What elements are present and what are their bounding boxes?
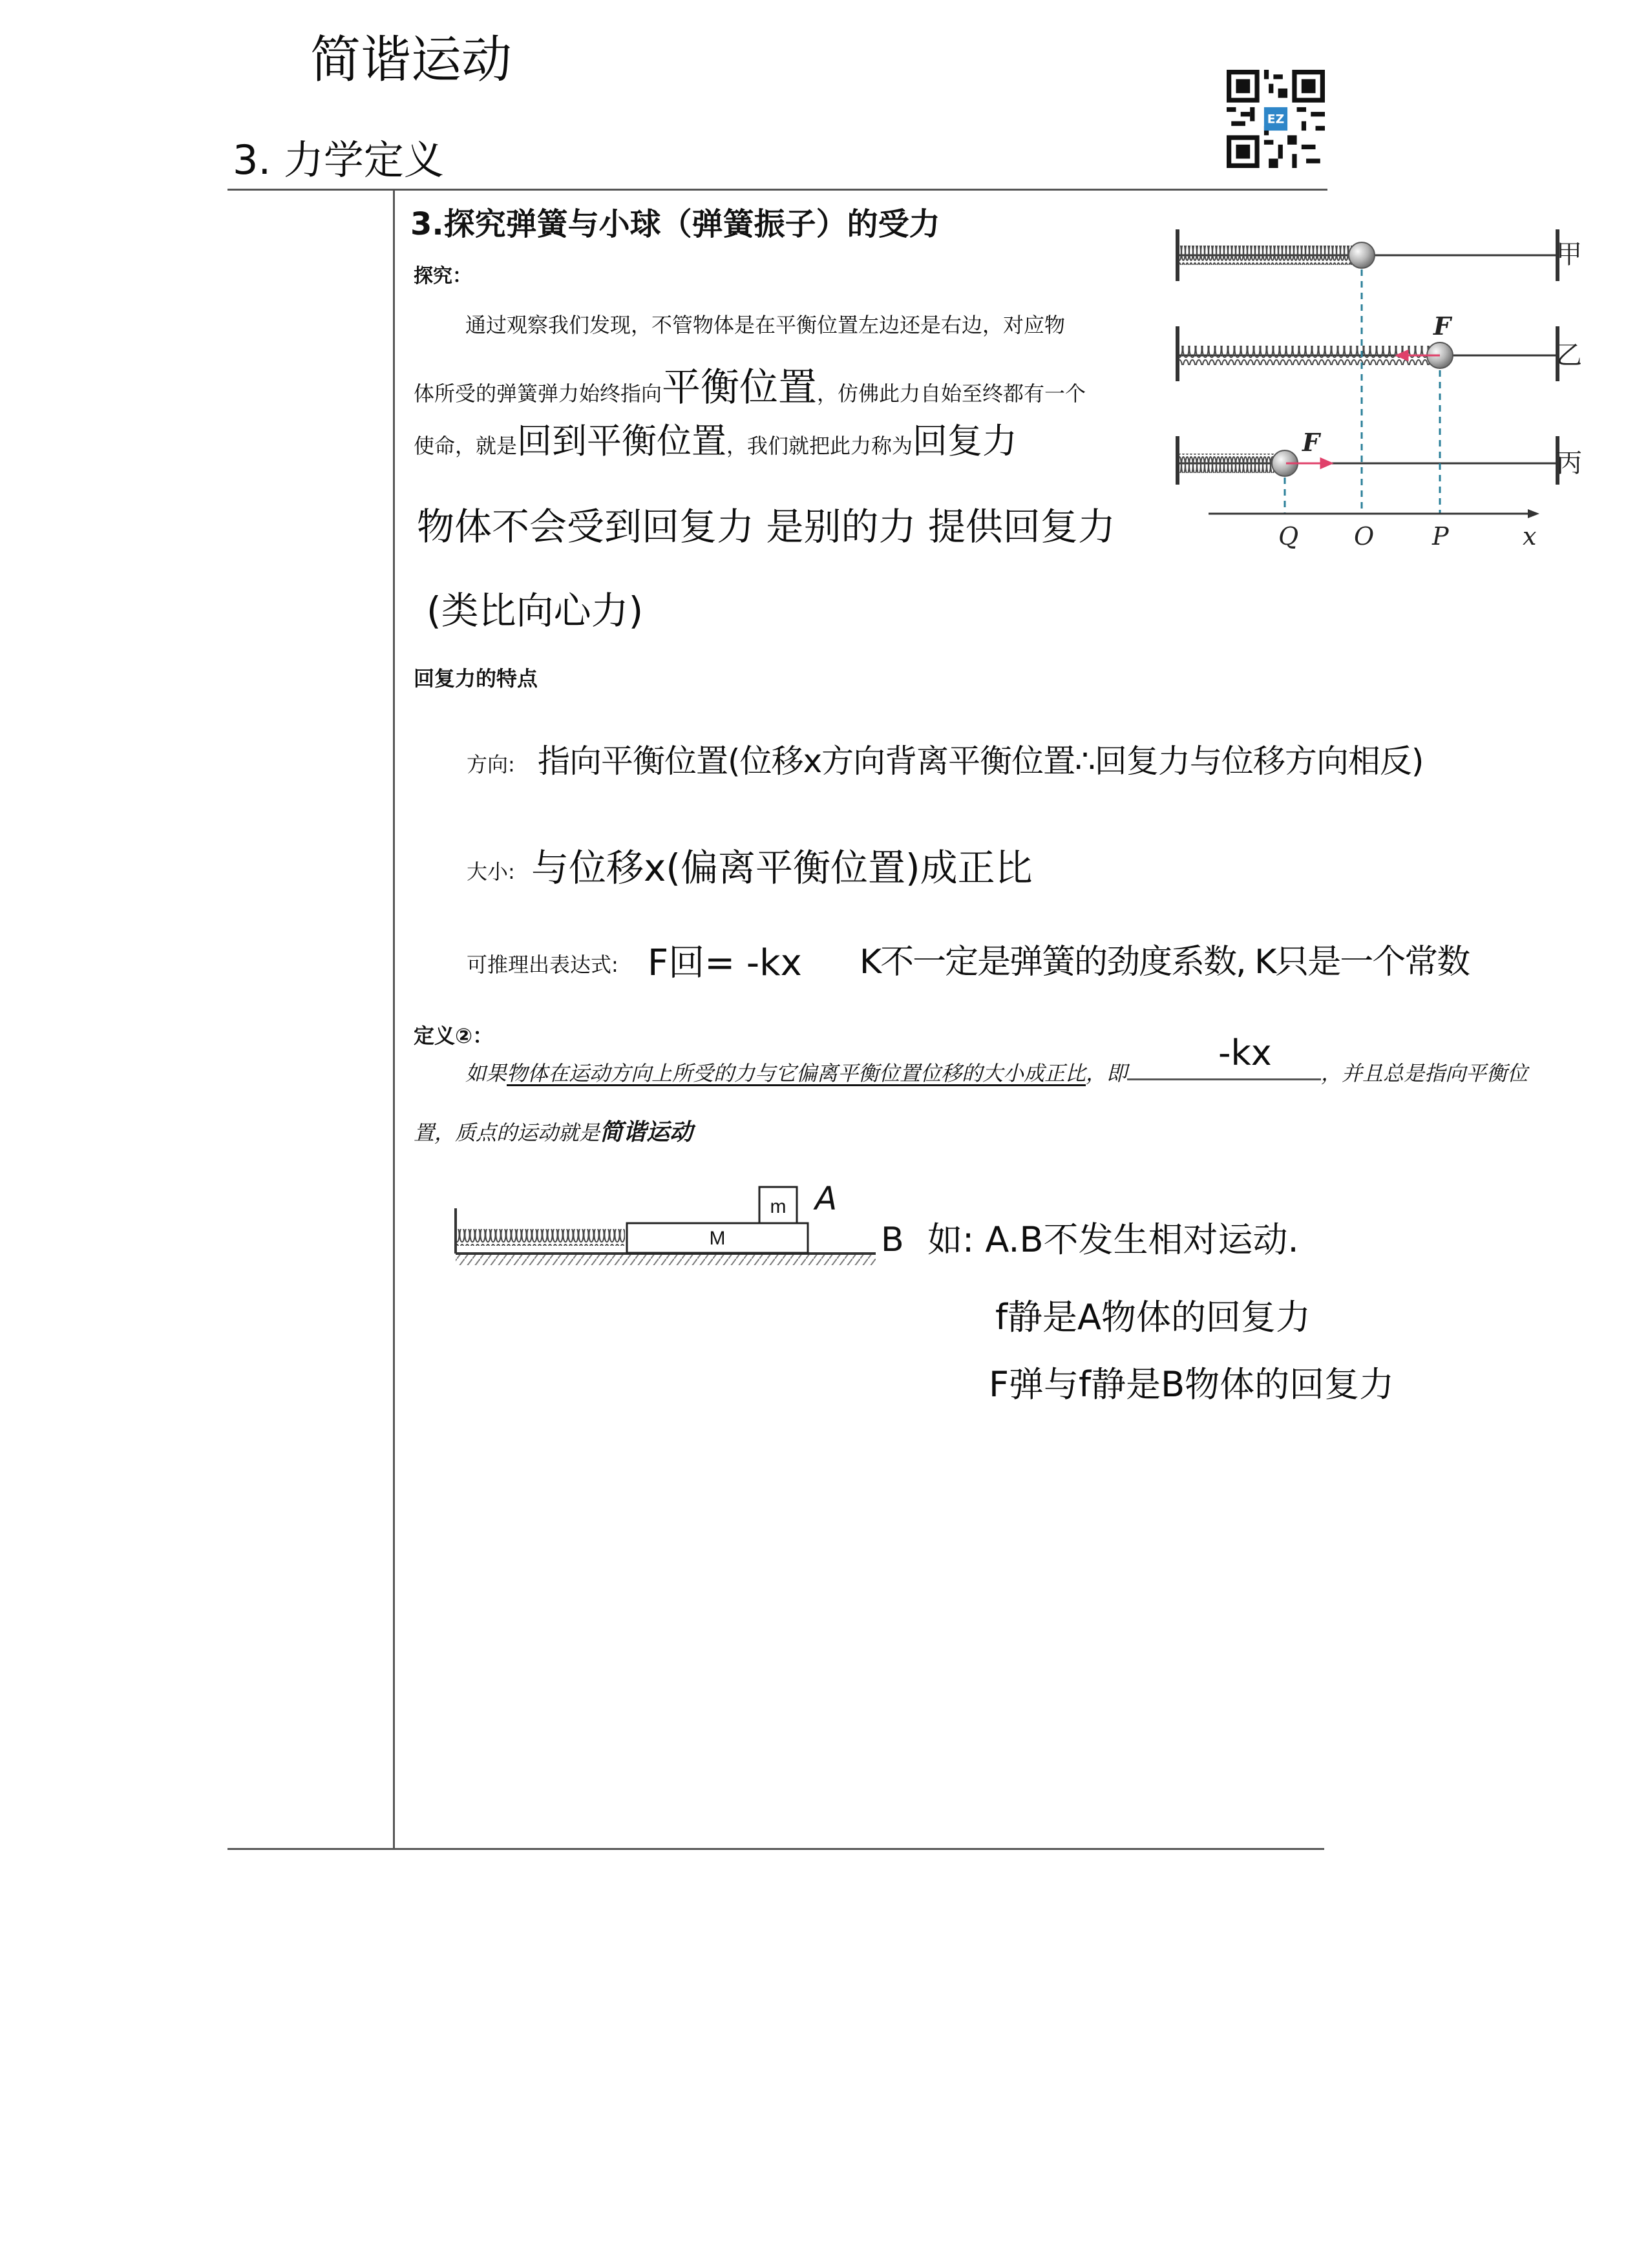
para1-line3-pre: 使命，就是 [414,434,518,458]
axis-point-o: O [1354,522,1375,551]
definition-line2 [414,1114,693,1147]
small-block-label: m [770,1196,787,1217]
para1-line3 [414,414,1017,463]
para1-line3-mid: ，我们就把此力称为 [726,434,913,458]
example-note-3: F弹与f静是B物体的回复力 [989,1364,1395,1405]
axis-point-p: P [1432,522,1449,551]
definition-term: 简谐运动 [600,1119,693,1146]
para1-line2 [414,357,1086,412]
para1-line2-pre: 体所受的弹簧弹力始终指向 [414,381,662,406]
label-a-handwritten: A [815,1180,838,1217]
svg-text:EZ: EZ [1267,112,1285,127]
force-label-bing: F [1302,428,1320,457]
section-heading: 3.探究弹簧与小球（弹簧振子）的受力 [410,206,940,242]
definition-blank-handwritten: -kx [1218,1033,1272,1073]
expression-label: 可推理出表达式: [467,952,618,977]
handwritten-note-2: (类比向心力) [427,589,644,633]
para1-line3-handwritten2: 回复力 [913,421,1018,461]
page-title: 简谐运动 [310,31,512,89]
bottom-rule [227,1848,1324,1850]
force-label-yi: F [1433,311,1451,341]
para1-line2-post: ，仿佛此力自始至终都有一个 [817,381,1086,406]
definition-blank [1127,1077,1321,1080]
row-label-jia: 甲 [1556,240,1582,269]
para1-line2-handwritten: 平衡位置 [662,365,818,410]
expression-handwritten: F回= -kx [648,942,802,984]
axis-label-x: x [1523,522,1537,551]
row-label-yi: 乙 [1556,341,1582,370]
definition-line1-mid: ，即 [1086,1061,1128,1086]
para1-line3-handwritten: 回到平衡位置 [517,421,727,461]
label-b-handwritten: B [881,1221,904,1259]
example-note-2: f静是A物体的回复力 [995,1297,1311,1338]
spring-oscillator-figure [1170,223,1590,552]
spring-bing [1179,454,1282,473]
definition-line1-pre: 如果 [465,1061,507,1086]
magnitude-label: 大小: [467,859,515,884]
direction-label: 方向: [467,752,515,777]
definition-underlined-text: 物体在运动方向上所受的力与它偏离平衡位置位移的大小成正比 [507,1061,1086,1086]
direction-handwritten: 指向平衡位置(位移x方向背离平衡位置∴回复力与位移方向相反) [538,742,1424,780]
axis-point-q: Q [1278,522,1299,551]
definition-line1 [465,1057,1528,1087]
magnitude-handwritten: 与位移x(偏离平衡位置)成正比 [531,846,1033,890]
definition-label: 定义②： [414,1024,494,1048]
expression-note-handwritten: K不一定是弹簧的劲度系数, K只是一个常数 [860,943,1470,982]
left-column-rule [393,189,395,1848]
explore-label: 探究： [414,265,472,288]
row-label-bing: 丙 [1556,448,1582,478]
features-heading: 回复力的特点 [414,666,538,691]
page-subtitle: 3. 力学定义 [233,136,444,184]
para1-line1: 通过观察我们发现，不管物体是在平衡位置左边还是右边，对应物 [465,313,1066,337]
qr-code-icon [1227,70,1325,168]
ball-jia [1349,242,1375,268]
definition-line1-post: ，并且总是指向平衡位 [1321,1061,1528,1086]
handwritten-note-1: 物体不会受到回复力 是别的力 提供回复力 [417,505,1115,549]
example-note-1: 如: A.B不发生相对运动. [927,1219,1299,1260]
spring-jia [1179,246,1368,265]
big-block-label: M [709,1228,726,1249]
stacked-blocks-figure [449,1176,914,1279]
definition-line2-pre: 置，质点的运动就是 [414,1120,600,1145]
